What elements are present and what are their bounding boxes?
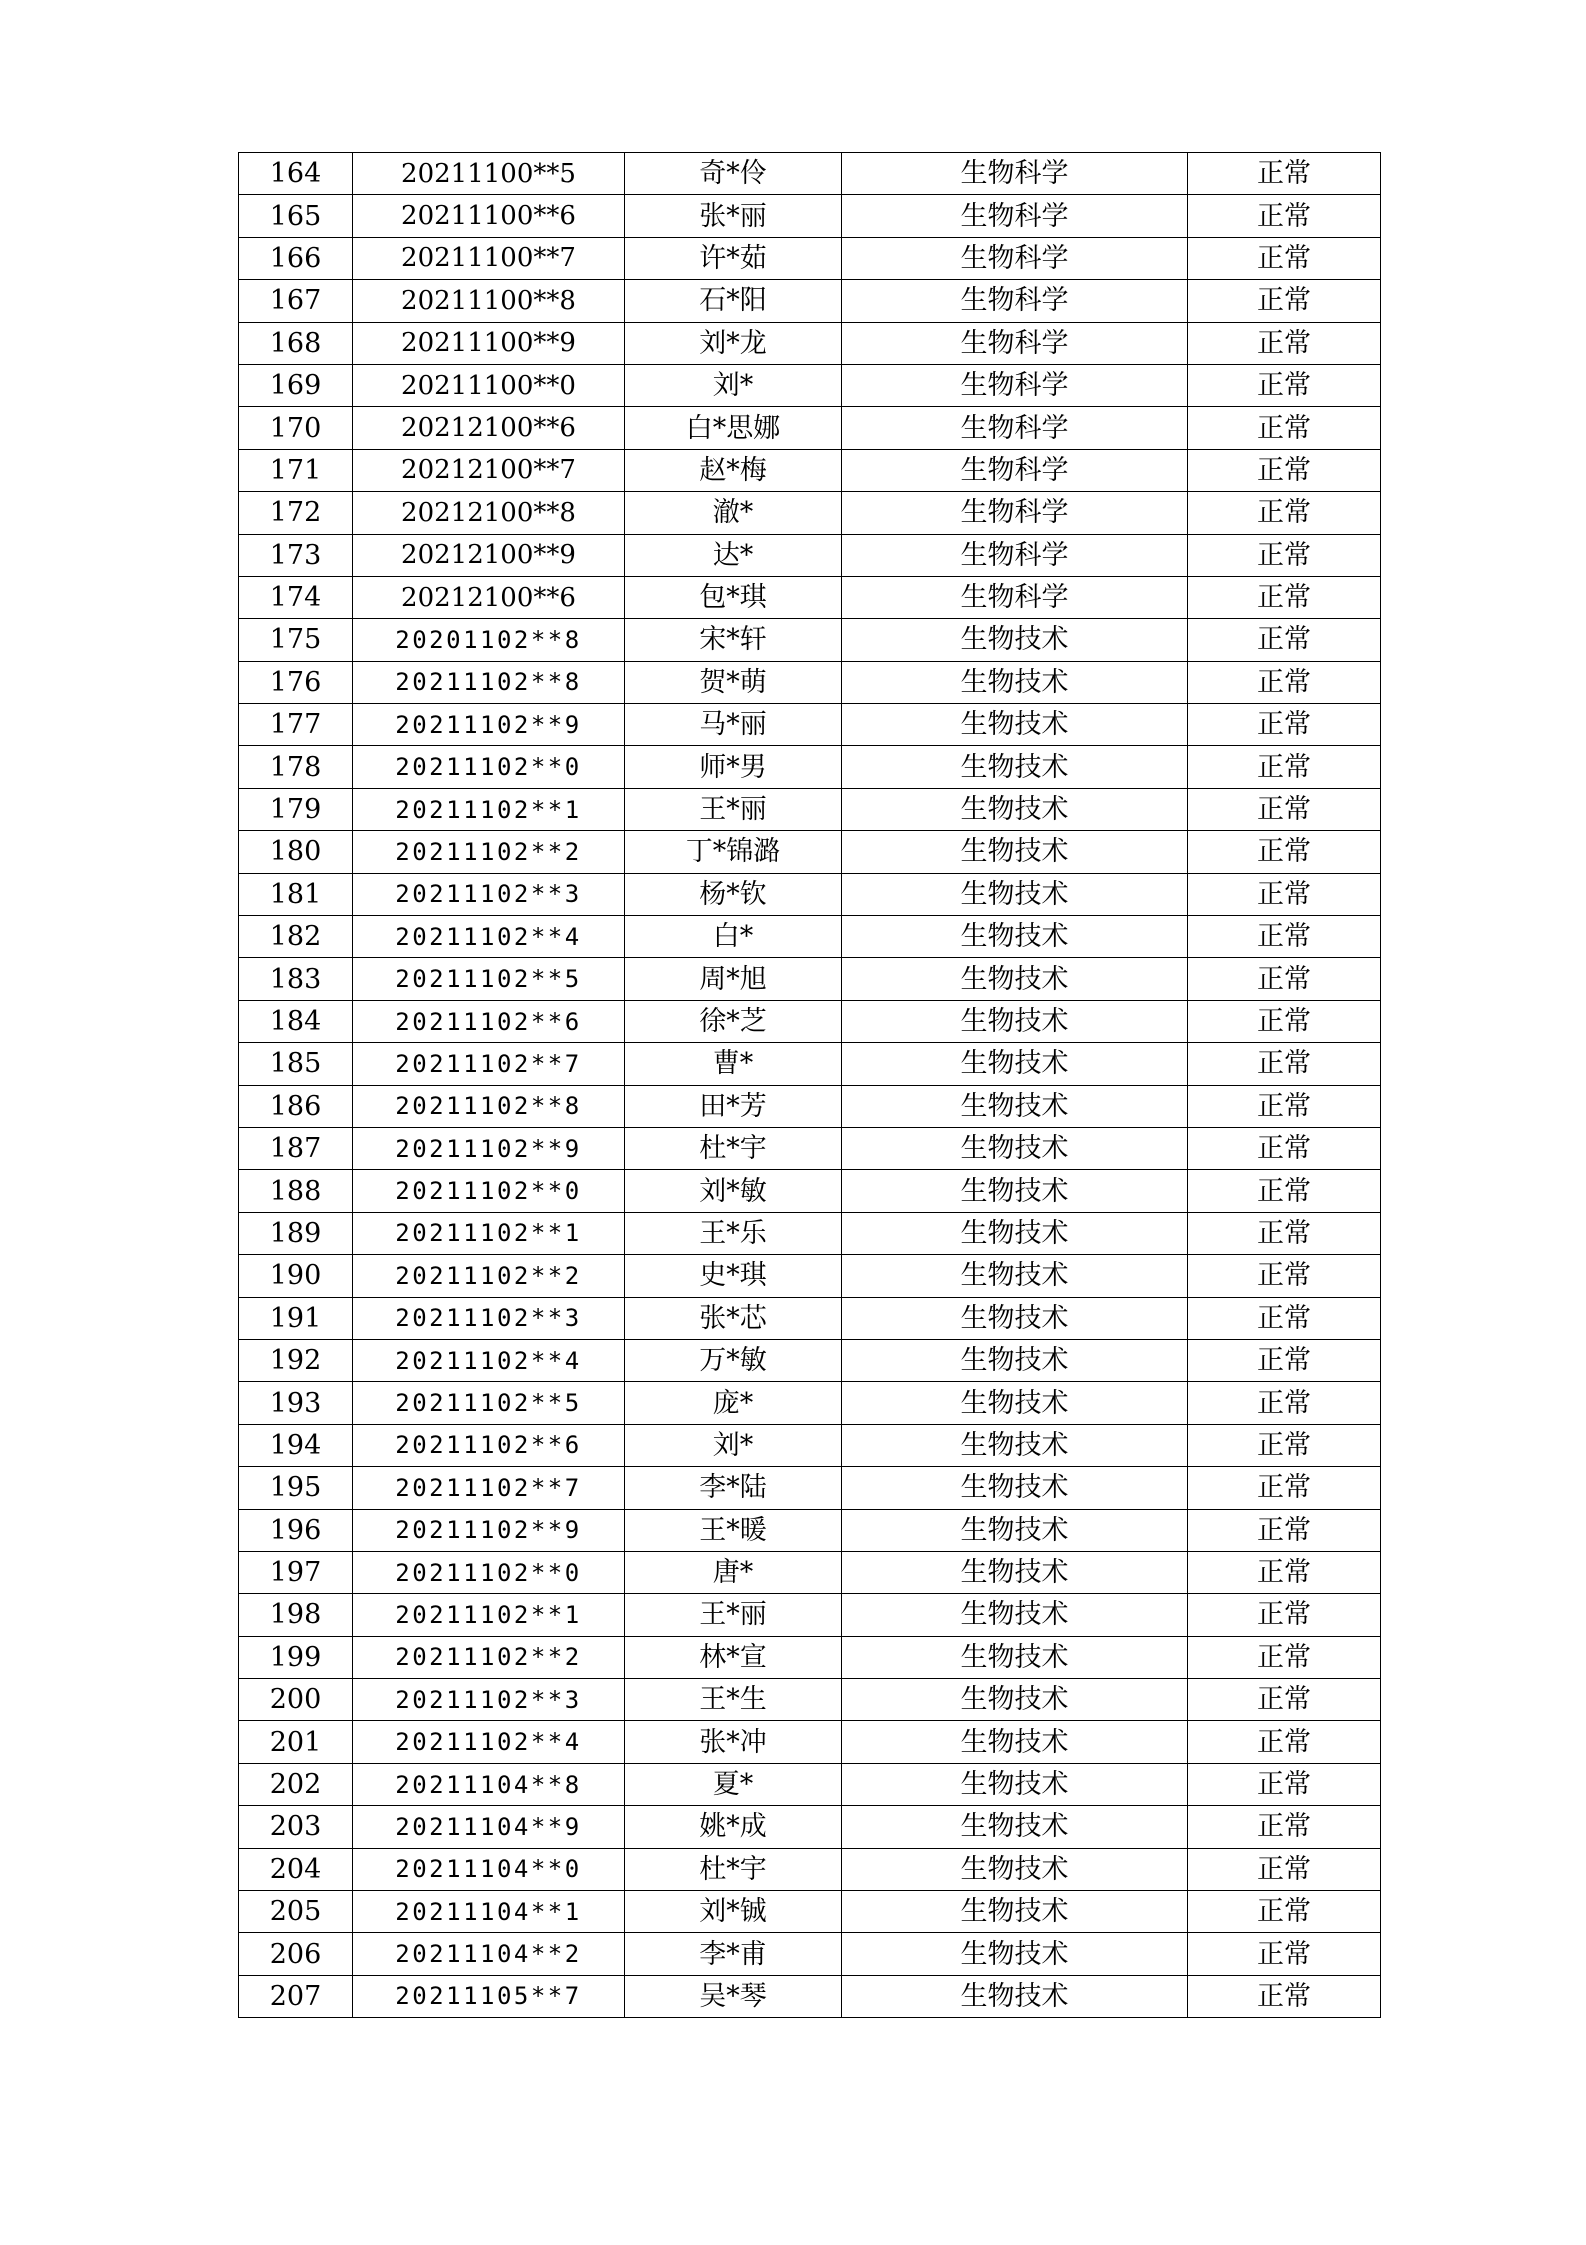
student-name-cell: 刘*: [625, 364, 842, 406]
row-number-cell: 206: [239, 1933, 353, 1975]
status-cell: 正常: [1188, 746, 1381, 788]
student-id-cell: 20211102**2: [353, 1255, 625, 1297]
status-cell: 正常: [1188, 1255, 1381, 1297]
major-cell: 生物技术: [842, 1424, 1188, 1466]
student-name-cell: 王*丽: [625, 788, 842, 830]
major-cell: 生物技术: [842, 1382, 1188, 1424]
student-id-cell: 20211100**6: [353, 195, 625, 237]
row-number-cell: 183: [239, 958, 353, 1000]
student-name-cell: 王*乐: [625, 1212, 842, 1254]
row-number-cell: 204: [239, 1848, 353, 1890]
major-cell: 生物科学: [842, 153, 1188, 195]
table-row: [239, 195, 1381, 237]
row-number-cell: 169: [239, 364, 353, 406]
table-row: [239, 1933, 1381, 1975]
status-cell: 正常: [1188, 195, 1381, 237]
row-number-cell: 190: [239, 1255, 353, 1297]
student-name-cell: 杜*宇: [625, 1127, 842, 1169]
table-row: [239, 449, 1381, 491]
row-number-cell: 168: [239, 322, 353, 364]
student-id-cell: 20211102**3: [353, 1679, 625, 1721]
major-cell: 生物技术: [842, 1848, 1188, 1890]
status-cell: 正常: [1188, 1170, 1381, 1212]
row-number-cell: 184: [239, 1000, 353, 1042]
status-cell: 正常: [1188, 1000, 1381, 1042]
student-id-cell: 20211102**4: [353, 1339, 625, 1381]
table-row: [239, 958, 1381, 1000]
status-cell: 正常: [1188, 322, 1381, 364]
student-name-cell: 庞*: [625, 1382, 842, 1424]
status-cell: 正常: [1188, 576, 1381, 618]
row-number-cell: 203: [239, 1806, 353, 1848]
table-row: [239, 407, 1381, 449]
major-cell: 生物技术: [842, 788, 1188, 830]
major-cell: 生物技术: [842, 1975, 1188, 2017]
status-cell: 正常: [1188, 619, 1381, 661]
student-id-cell: 20201102**8: [353, 619, 625, 661]
row-number-cell: 188: [239, 1170, 353, 1212]
row-number-cell: 194: [239, 1424, 353, 1466]
status-cell: 正常: [1188, 1212, 1381, 1254]
student-name-cell: 丁*锦潞: [625, 831, 842, 873]
row-number-cell: 178: [239, 746, 353, 788]
major-cell: 生物科学: [842, 364, 1188, 406]
major-cell: 生物技术: [842, 958, 1188, 1000]
student-roster-table: [238, 152, 1381, 2018]
student-id-cell: 20211102**8: [353, 1085, 625, 1127]
status-cell: 正常: [1188, 1636, 1381, 1678]
student-id-cell: 20211102**6: [353, 1424, 625, 1466]
table-row: [239, 788, 1381, 830]
status-cell: 正常: [1188, 237, 1381, 279]
status-cell: 正常: [1188, 873, 1381, 915]
student-name-cell: 杜*宇: [625, 1848, 842, 1890]
table-row: [239, 1043, 1381, 1085]
table-row: [239, 1848, 1381, 1890]
student-id-cell: 20212100**7: [353, 449, 625, 491]
status-cell: 正常: [1188, 1848, 1381, 1890]
row-number-cell: 199: [239, 1636, 353, 1678]
table-row: [239, 364, 1381, 406]
student-id-cell: 20211105**7: [353, 1975, 625, 2017]
table-row: [239, 1424, 1381, 1466]
table-row: [239, 1127, 1381, 1169]
table-row: [239, 153, 1381, 195]
student-name-cell: 师*男: [625, 746, 842, 788]
student-id-cell: 20211100**7: [353, 237, 625, 279]
status-cell: 正常: [1188, 1679, 1381, 1721]
table-row: [239, 1891, 1381, 1933]
status-cell: 正常: [1188, 1509, 1381, 1551]
table-row: [239, 661, 1381, 703]
major-cell: 生物技术: [842, 1806, 1188, 1848]
student-id-cell: 20211102**3: [353, 1297, 625, 1339]
row-number-cell: 176: [239, 661, 353, 703]
row-number-cell: 189: [239, 1212, 353, 1254]
major-cell: 生物科学: [842, 534, 1188, 576]
student-id-cell: 20211104**0: [353, 1848, 625, 1890]
student-id-cell: 20211102**7: [353, 1043, 625, 1085]
row-number-cell: 173: [239, 534, 353, 576]
student-name-cell: 刘*龙: [625, 322, 842, 364]
row-number-cell: 174: [239, 576, 353, 618]
major-cell: 生物技术: [842, 1339, 1188, 1381]
student-id-cell: 20211102**0: [353, 1551, 625, 1593]
row-number-cell: 165: [239, 195, 353, 237]
major-cell: 生物技术: [842, 1127, 1188, 1169]
table-row: [239, 1000, 1381, 1042]
status-cell: 正常: [1188, 1424, 1381, 1466]
table-row: [239, 1594, 1381, 1636]
student-name-cell: 王*生: [625, 1679, 842, 1721]
row-number-cell: 193: [239, 1382, 353, 1424]
student-id-cell: 20211102**5: [353, 958, 625, 1000]
student-name-cell: 白*: [625, 916, 842, 958]
student-name-cell: 马*丽: [625, 704, 842, 746]
row-number-cell: 186: [239, 1085, 353, 1127]
major-cell: 生物技术: [842, 1043, 1188, 1085]
status-cell: 正常: [1188, 1297, 1381, 1339]
row-number-cell: 172: [239, 492, 353, 534]
student-id-cell: 20211102**3: [353, 873, 625, 915]
student-name-cell: 史*琪: [625, 1255, 842, 1297]
status-cell: 正常: [1188, 153, 1381, 195]
student-id-cell: 20211102**1: [353, 788, 625, 830]
major-cell: 生物技术: [842, 873, 1188, 915]
major-cell: 生物科学: [842, 449, 1188, 491]
student-name-cell: 贺*萌: [625, 661, 842, 703]
table-row: [239, 1170, 1381, 1212]
status-cell: 正常: [1188, 916, 1381, 958]
student-name-cell: 许*茹: [625, 237, 842, 279]
table-row: [239, 534, 1381, 576]
table-row: [239, 492, 1381, 534]
table-row: [239, 1679, 1381, 1721]
roster-table-body: [239, 153, 1381, 2018]
student-name-cell: 林*宣: [625, 1636, 842, 1678]
student-name-cell: 万*敏: [625, 1339, 842, 1381]
student-name-cell: 达*: [625, 534, 842, 576]
status-cell: 正常: [1188, 492, 1381, 534]
major-cell: 生物技术: [842, 1000, 1188, 1042]
status-cell: 正常: [1188, 1339, 1381, 1381]
student-id-cell: 20212100**6: [353, 576, 625, 618]
student-id-cell: 20211102**1: [353, 1594, 625, 1636]
status-cell: 正常: [1188, 280, 1381, 322]
student-name-cell: 张*冲: [625, 1721, 842, 1763]
row-number-cell: 195: [239, 1467, 353, 1509]
major-cell: 生物科学: [842, 576, 1188, 618]
row-number-cell: 175: [239, 619, 353, 661]
student-id-cell: 20211100**9: [353, 322, 625, 364]
table-row: [239, 1636, 1381, 1678]
table-row: [239, 322, 1381, 364]
status-cell: 正常: [1188, 1806, 1381, 1848]
student-name-cell: 杨*钦: [625, 873, 842, 915]
major-cell: 生物技术: [842, 916, 1188, 958]
major-cell: 生物技术: [842, 1467, 1188, 1509]
student-id-cell: 20211102**2: [353, 1636, 625, 1678]
major-cell: 生物技术: [842, 661, 1188, 703]
major-cell: 生物科学: [842, 280, 1188, 322]
table-row: [239, 873, 1381, 915]
major-cell: 生物技术: [842, 1721, 1188, 1763]
row-number-cell: 197: [239, 1551, 353, 1593]
row-number-cell: 192: [239, 1339, 353, 1381]
status-cell: 正常: [1188, 1085, 1381, 1127]
table-row: [239, 746, 1381, 788]
student-id-cell: 20211102**4: [353, 1721, 625, 1763]
student-name-cell: 张*丽: [625, 195, 842, 237]
student-name-cell: 王*暖: [625, 1509, 842, 1551]
table-row: [239, 704, 1381, 746]
student-name-cell: 赵*梅: [625, 449, 842, 491]
row-number-cell: 181: [239, 873, 353, 915]
student-name-cell: 石*阳: [625, 280, 842, 322]
student-id-cell: 20211100**0: [353, 364, 625, 406]
student-id-cell: 20211102**9: [353, 1509, 625, 1551]
student-id-cell: 20211102**9: [353, 1127, 625, 1169]
row-number-cell: 164: [239, 153, 353, 195]
student-name-cell: 田*芳: [625, 1085, 842, 1127]
row-number-cell: 187: [239, 1127, 353, 1169]
table-row: [239, 1806, 1381, 1848]
table-row: [239, 1975, 1381, 2017]
row-number-cell: 207: [239, 1975, 353, 2017]
status-cell: 正常: [1188, 958, 1381, 1000]
student-id-cell: 20211102**2: [353, 831, 625, 873]
status-cell: 正常: [1188, 1551, 1381, 1593]
student-id-cell: 20211102**6: [353, 1000, 625, 1042]
table-row: [239, 1255, 1381, 1297]
major-cell: 生物技术: [842, 1212, 1188, 1254]
row-number-cell: 198: [239, 1594, 353, 1636]
student-name-cell: 张*芯: [625, 1297, 842, 1339]
status-cell: 正常: [1188, 534, 1381, 576]
student-id-cell: 20211104**8: [353, 1763, 625, 1805]
student-name-cell: 周*旭: [625, 958, 842, 1000]
row-number-cell: 200: [239, 1679, 353, 1721]
row-number-cell: 180: [239, 831, 353, 873]
major-cell: 生物技术: [842, 746, 1188, 788]
table-row: [239, 916, 1381, 958]
student-name-cell: 李*甫: [625, 1933, 842, 1975]
status-cell: 正常: [1188, 1891, 1381, 1933]
major-cell: 生物技术: [842, 1297, 1188, 1339]
row-number-cell: 185: [239, 1043, 353, 1085]
student-name-cell: 夏*: [625, 1763, 842, 1805]
row-number-cell: 171: [239, 449, 353, 491]
student-name-cell: 徐*芝: [625, 1000, 842, 1042]
student-id-cell: 20211102**0: [353, 746, 625, 788]
student-name-cell: 李*陆: [625, 1467, 842, 1509]
major-cell: 生物技术: [842, 831, 1188, 873]
major-cell: 生物技术: [842, 1636, 1188, 1678]
status-cell: 正常: [1188, 407, 1381, 449]
table-row: [239, 1382, 1381, 1424]
table-row: [239, 1721, 1381, 1763]
major-cell: 生物技术: [842, 1509, 1188, 1551]
student-name-cell: 吴*琴: [625, 1975, 842, 2017]
table-row: [239, 1763, 1381, 1805]
major-cell: 生物科学: [842, 407, 1188, 449]
student-name-cell: 澈*: [625, 492, 842, 534]
table-row: [239, 280, 1381, 322]
major-cell: 生物技术: [842, 1679, 1188, 1721]
row-number-cell: 191: [239, 1297, 353, 1339]
status-cell: 正常: [1188, 449, 1381, 491]
major-cell: 生物技术: [842, 1933, 1188, 1975]
student-name-cell: 姚*成: [625, 1806, 842, 1848]
table-row: [239, 576, 1381, 618]
major-cell: 生物技术: [842, 1763, 1188, 1805]
table-row: [239, 1551, 1381, 1593]
student-id-cell: 20211100**5: [353, 153, 625, 195]
table-row: [239, 1339, 1381, 1381]
student-id-cell: 20211102**1: [353, 1212, 625, 1254]
student-name-cell: 奇*伶: [625, 153, 842, 195]
student-name-cell: 刘*敏: [625, 1170, 842, 1212]
major-cell: 生物技术: [842, 1551, 1188, 1593]
table-row: [239, 1297, 1381, 1339]
student-name-cell: 刘*铖: [625, 1891, 842, 1933]
student-name-cell: 曹*: [625, 1043, 842, 1085]
status-cell: 正常: [1188, 1721, 1381, 1763]
student-id-cell: 20211102**5: [353, 1382, 625, 1424]
table-row: [239, 619, 1381, 661]
student-id-cell: 20211102**4: [353, 916, 625, 958]
student-name-cell: 王*丽: [625, 1594, 842, 1636]
status-cell: 正常: [1188, 1763, 1381, 1805]
table-row: [239, 237, 1381, 279]
table-row: [239, 1085, 1381, 1127]
status-cell: 正常: [1188, 661, 1381, 703]
table-row: [239, 1467, 1381, 1509]
status-cell: 正常: [1188, 1975, 1381, 2017]
major-cell: 生物科学: [842, 195, 1188, 237]
major-cell: 生物技术: [842, 1594, 1188, 1636]
row-number-cell: 205: [239, 1891, 353, 1933]
row-number-cell: 166: [239, 237, 353, 279]
row-number-cell: 170: [239, 407, 353, 449]
student-id-cell: 20211102**7: [353, 1467, 625, 1509]
student-name-cell: 白*思娜: [625, 407, 842, 449]
student-id-cell: 20212100**9: [353, 534, 625, 576]
major-cell: 生物技术: [842, 1085, 1188, 1127]
major-cell: 生物科学: [842, 322, 1188, 364]
status-cell: 正常: [1188, 1043, 1381, 1085]
student-name-cell: 包*琪: [625, 576, 842, 618]
student-name-cell: 宋*轩: [625, 619, 842, 661]
student-id-cell: 20211104**1: [353, 1891, 625, 1933]
major-cell: 生物科学: [842, 492, 1188, 534]
major-cell: 生物技术: [842, 704, 1188, 746]
major-cell: 生物技术: [842, 1255, 1188, 1297]
student-id-cell: 20211100**8: [353, 280, 625, 322]
status-cell: 正常: [1188, 364, 1381, 406]
table-row: [239, 1212, 1381, 1254]
status-cell: 正常: [1188, 831, 1381, 873]
student-id-cell: 20211102**9: [353, 704, 625, 746]
row-number-cell: 167: [239, 280, 353, 322]
status-cell: 正常: [1188, 1933, 1381, 1975]
student-name-cell: 唐*: [625, 1551, 842, 1593]
row-number-cell: 177: [239, 704, 353, 746]
major-cell: 生物技术: [842, 619, 1188, 661]
table-row: [239, 1509, 1381, 1551]
status-cell: 正常: [1188, 788, 1381, 830]
row-number-cell: 182: [239, 916, 353, 958]
student-name-cell: 刘*: [625, 1424, 842, 1466]
status-cell: 正常: [1188, 1127, 1381, 1169]
status-cell: 正常: [1188, 1382, 1381, 1424]
major-cell: 生物科学: [842, 237, 1188, 279]
table-row: [239, 831, 1381, 873]
student-id-cell: 20211104**2: [353, 1933, 625, 1975]
row-number-cell: 202: [239, 1763, 353, 1805]
major-cell: 生物技术: [842, 1891, 1188, 1933]
status-cell: 正常: [1188, 704, 1381, 746]
student-id-cell: 20211102**8: [353, 661, 625, 703]
row-number-cell: 201: [239, 1721, 353, 1763]
student-id-cell: 20212100**6: [353, 407, 625, 449]
status-cell: 正常: [1188, 1467, 1381, 1509]
status-cell: 正常: [1188, 1594, 1381, 1636]
student-id-cell: 20211102**0: [353, 1170, 625, 1212]
major-cell: 生物技术: [842, 1170, 1188, 1212]
row-number-cell: 179: [239, 788, 353, 830]
student-id-cell: 20212100**8: [353, 492, 625, 534]
student-id-cell: 20211104**9: [353, 1806, 625, 1848]
row-number-cell: 196: [239, 1509, 353, 1551]
